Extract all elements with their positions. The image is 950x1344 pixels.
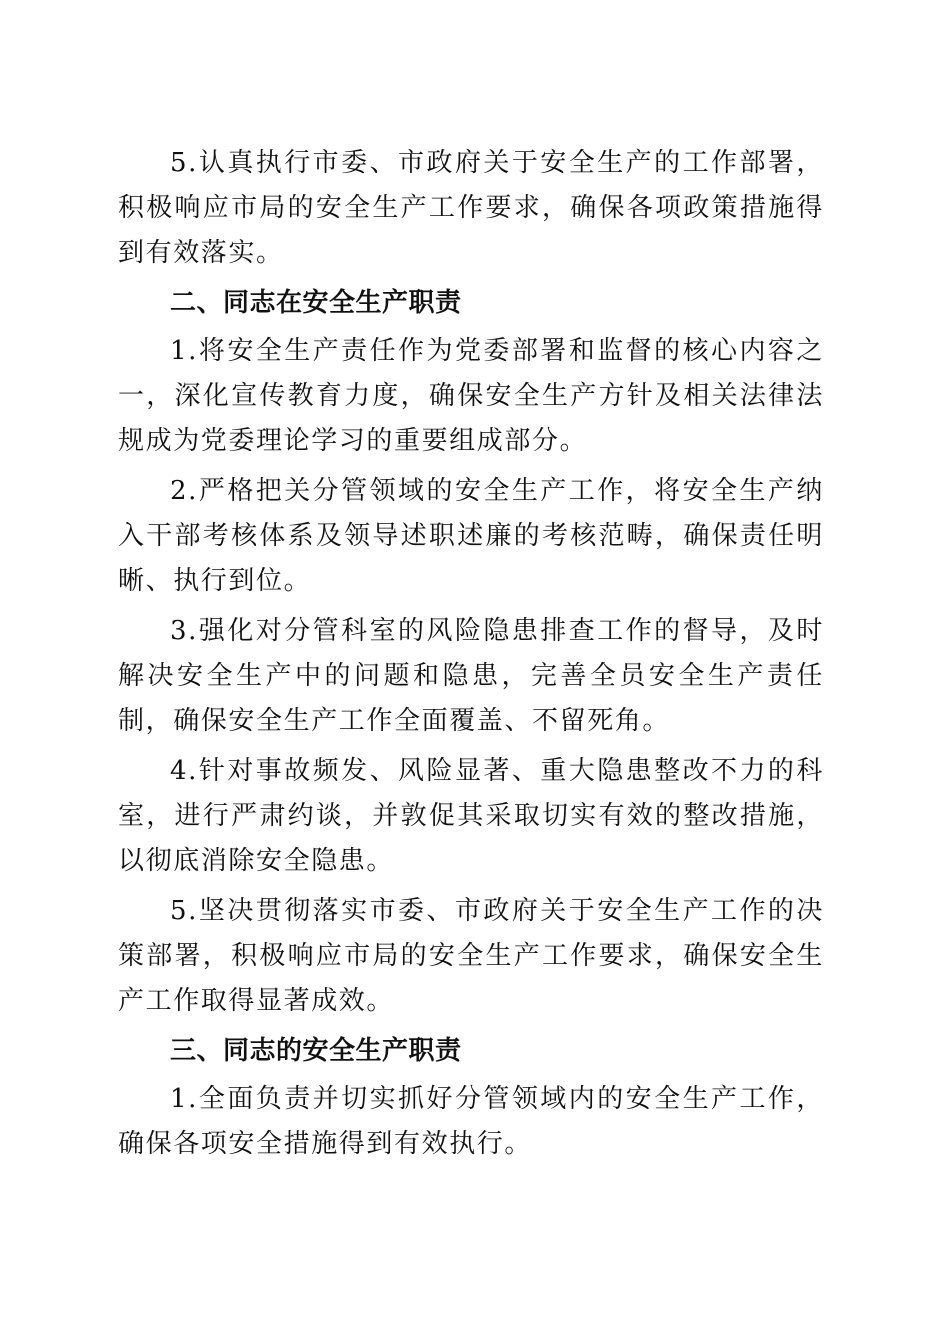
paragraph-section2-item2: 2.严格把关分管领域的安全生产工作，将安全生产纳入干部考核体系及领导述职述廉的考核范畴，确保责任明晰、执行到位。 <box>118 476 824 596</box>
document-body <box>118 141 824 1167</box>
paragraph-section2-item4: 4.针对事故频发、风险显著、重大隐患整改不力的科室，进行严肃约谈，并敦促其采取切实有效的整改措施，以彻底消除安全隐患。 <box>118 756 824 876</box>
section-heading-3: 三、同志的安全生产职责 <box>170 1036 462 1066</box>
paragraph-section1-item5: 5.认真执行市委、市政府关于安全生产的工作部署，积极响应市局的安全生产工作要求，确保各项政策措施得到有效落实。 <box>118 148 824 268</box>
paragraph-section3-item1: 1.全面负责并切实抓好分管领域内的安全生产工作，确保各项安全措施得到有效执行。 <box>118 1084 824 1159</box>
paragraph-section2-item1: 1.将安全生产责任作为党委部署和监督的核心内容之一，深化宣传教育力度，确保安全生产方针及相关法律法规成为党委理论学习的重要组成部分。 <box>118 336 824 456</box>
paragraph-section2-item3: 3.强化对分管科室的风险隐患排查工作的督导，及时解决安全生产中的问题和隐患，完善全员安全生产责任制，确保安全生产工作全面覆盖、不留死角。 <box>118 616 824 736</box>
paragraph-section2-item5: 5.坚决贯彻落实市委、市政府关于安全生产工作的决策部署，积极响应市局的安全生产工作要求，确保安全生产工作取得显著成效。 <box>118 896 824 1016</box>
section-heading-2: 二、同志在安全生产职责 <box>170 288 462 318</box>
